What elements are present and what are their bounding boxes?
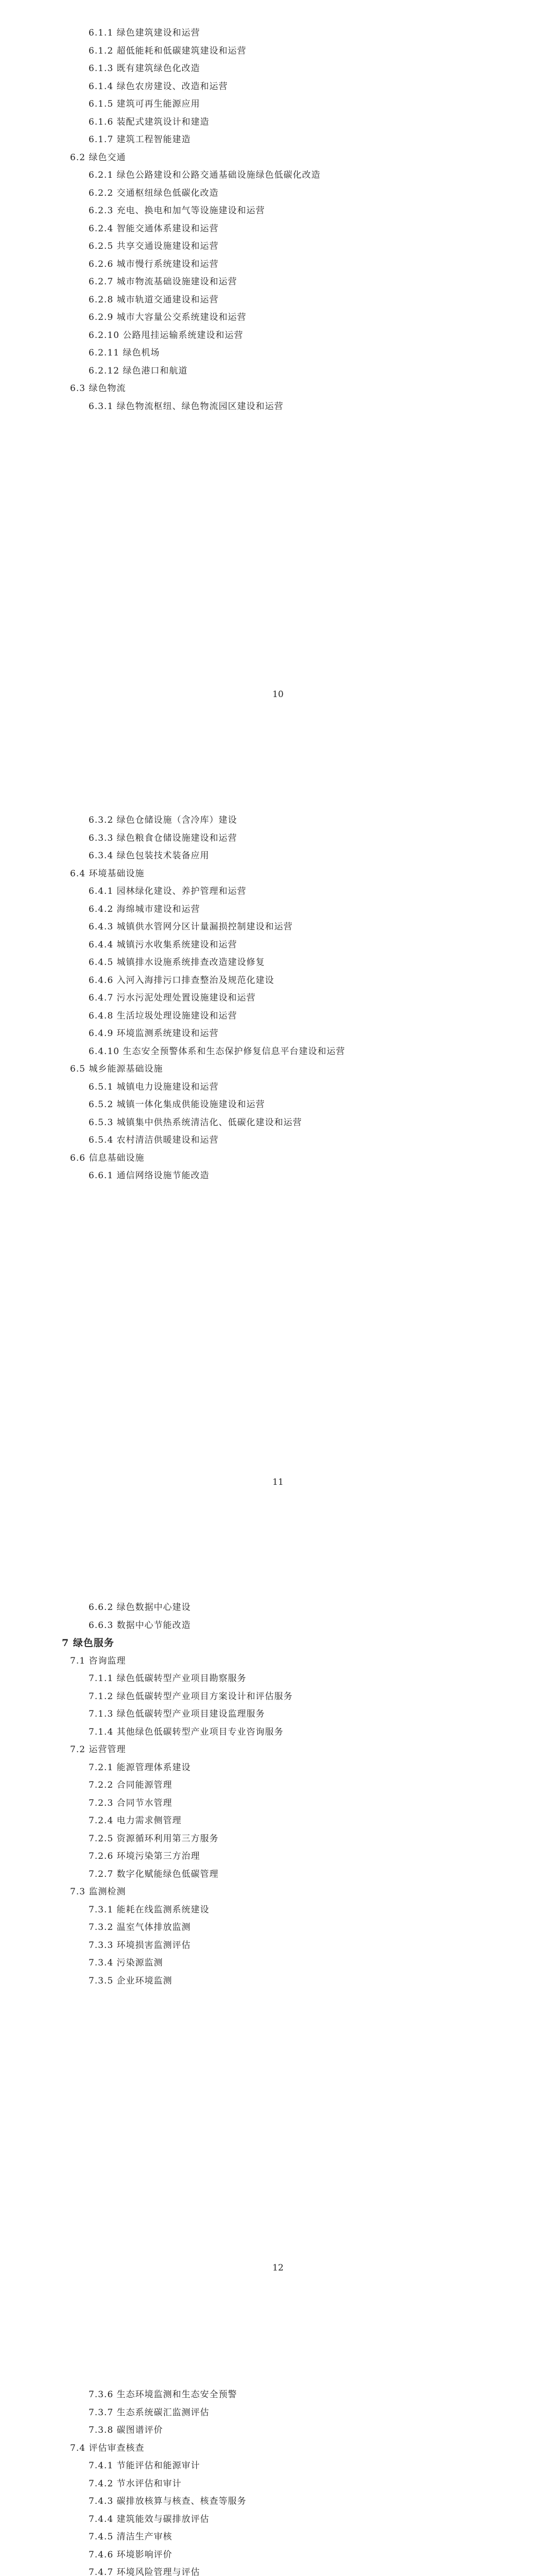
toc-item: 7.1.2 绿色低碳转型产业项目方案设计和评估服务 [89,1691,293,1702]
toc-item: 7.4.6 环境影响评价 [89,2550,172,2560]
toc-item: 7.3.4 污染源监测 [89,1958,163,1968]
page-number: 11 [272,1477,284,1487]
toc-item: 7.3.6 生态环境监测和生态安全预警 [89,2389,237,2400]
toc-item: 6.5.1 城镇电力设施建设和运营 [89,1082,219,1092]
toc-item: 6.6.1 通信网络设施节能改造 [89,1171,210,1181]
toc-item: 6.6.2 绿色数据中心建设 [89,1602,191,1613]
toc-item: 6.4.2 海绵城市建设和运营 [89,904,200,914]
toc-item: 7.1.1 绿色低碳转型产业项目勘察服务 [89,1673,247,1684]
toc-item: 7.3.5 企业环境监测 [89,1976,172,1986]
toc-item: 6.4.5 城镇排水设施系统排查改造建设修复 [89,957,265,968]
toc-item: 6.5.3 城镇集中供热系统清洁化、低碳化建设和运营 [89,1117,302,1128]
toc-item: 6.5.2 城镇一体化集成供能设施建设和运营 [89,1099,265,1110]
toc-item: 6.1.2 超低能耗和低碳建筑建设和运营 [89,46,247,56]
toc-item: 6.2.7 城市物流基础设施建设和运营 [89,277,237,287]
toc-item: 7.1.4 其他绿色低碳转型产业项目专业咨询服务 [89,1727,284,1737]
toc-item: 6.4.1 园林绿化建设、养护管理和运营 [89,886,247,896]
toc-item: 7.3.1 能耗在线监测系统建设 [89,1905,210,1915]
toc-section: 7.4 评估审查核查 [70,2443,145,2453]
toc-item: 6.4.6 入河入海排污口排查整治及规范化建设 [89,975,274,986]
toc-item: 7.4.7 环境风险管理与评估 [89,2567,200,2576]
toc-item: 7.2.1 能源管理体系建设 [89,1762,191,1773]
toc-item: 6.4.4 城镇污水收集系统建设和运营 [89,940,237,950]
toc-item: 6.6.3 数据中心节能改造 [89,1620,191,1631]
toc-item: 7.4.1 节能评估和能源审计 [89,2461,200,2471]
toc-item: 6.4.9 环境监测系统建设和运营 [89,1028,219,1039]
toc-item: 7.3.7 生态系统碳汇监测评估 [89,2408,210,2418]
toc-section: 6.6 信息基础设施 [70,1153,145,1163]
toc-item: 6.4.8 生活垃圾处理设施建设和运营 [89,1011,237,1021]
toc-section: 6.2 绿色交通 [70,152,126,163]
toc-item: 7.3.8 碳图谱评价 [89,2425,163,2435]
toc-item: 6.1.5 建筑可再生能源应用 [89,99,200,109]
toc-item: 6.1.1 绿色建筑建设和运营 [89,28,200,38]
toc-item: 7.3.2 温室气体排放监测 [89,1922,191,1933]
toc-item: 6.2.8 城市轨道交通建设和运营 [89,295,219,305]
toc-item: 7.4.5 清洁生产审核 [89,2532,172,2542]
toc-item: 6.3.1 绿色物流枢纽、绿色物流园区建设和运营 [89,401,284,412]
page-number: 10 [272,689,284,700]
toc-item: 6.3.3 绿色粮食仓储设施建设和运营 [89,833,237,843]
toc-item: 7.3.3 环境损害监测评估 [89,1940,191,1951]
toc-item: 7.4.4 建筑能效与碳排放评估 [89,2514,210,2524]
toc-item: 6.2.5 共享交通设施建设和运营 [89,241,219,251]
toc-item: 6.2.4 智能交通体系建设和运营 [89,224,219,234]
toc-section: 6.3 绿色物流 [70,383,126,394]
toc-item: 6.2.10 公路甩挂运输系统建设和运营 [89,330,244,341]
toc-item: 6.1.7 建筑工程智能建造 [89,134,191,145]
toc-item: 6.1.3 既有建筑绿色化改造 [89,63,200,74]
toc-item: 7.2.3 合同节水管理 [89,1798,172,1808]
toc-chapter: 7 绿色服务 [62,1637,114,1649]
toc-item: 7.1.3 绿色低碳转型产业项目建设监理服务 [89,1709,265,1719]
toc-item: 6.2.9 城市大容量公交系统建设和运营 [89,312,247,323]
toc-item: 6.2.1 绿色公路建设和公路交通基础设施绿色低碳化改造 [89,170,321,180]
toc-item: 6.4.3 城镇供水管网分区计量漏损控制建设和运营 [89,922,293,932]
toc-item: 7.2.5 资源循环利用第三方服务 [89,1834,219,1844]
toc-item: 7.2.7 数字化赋能绿色低碳管理 [89,1869,219,1879]
toc-section: 7.3 监测检测 [70,1887,126,1897]
toc-item: 7.4.3 碳排放核算与核查、核查等服务 [89,2496,247,2506]
toc-section: 7.1 咨询监理 [70,1656,126,1666]
toc-item: 6.4.10 生态安全预警体系和生态保护修复信息平台建设和运营 [89,1046,345,1057]
toc-item: 7.2.6 环境污染第三方治理 [89,1851,200,1861]
toc-item: 6.2.3 充电、换电和加气等设施建设和运营 [89,206,265,216]
toc-item: 6.2.12 绿色港口和航道 [89,366,188,376]
toc-item: 6.2.6 城市慢行系统建设和运营 [89,259,219,269]
toc-item: 7.2.2 合同能源管理 [89,1780,172,1790]
toc-item: 6.2.11 绿色机场 [89,348,160,358]
toc-item: 7.4.2 节水评估和审计 [89,2479,182,2489]
toc-item: 6.4.7 污水污泥处理处置设施建设和运营 [89,993,256,1003]
toc-item: 7.2.4 电力需求侧管理 [89,1816,182,1826]
toc-section: 6.5 城乡能源基础设施 [70,1064,163,1074]
toc-item: 6.3.4 绿色包装技术装备应用 [89,851,210,861]
toc-item: 6.2.2 交通枢纽绿色低碳化改造 [89,188,219,198]
toc-item: 6.5.4 农村清洁供暖建设和运营 [89,1135,219,1145]
toc-item: 6.1.4 绿色农房建设、改造和运营 [89,81,228,92]
toc-item: 6.3.2 绿色仓储设施（含冷库）建设 [89,815,237,825]
toc-item: 6.1.6 装配式建筑设计和建造 [89,117,210,127]
toc-section: 7.2 运营管理 [70,1744,126,1755]
toc-section: 6.4 环境基础设施 [70,869,145,879]
page-number: 12 [272,2263,284,2273]
